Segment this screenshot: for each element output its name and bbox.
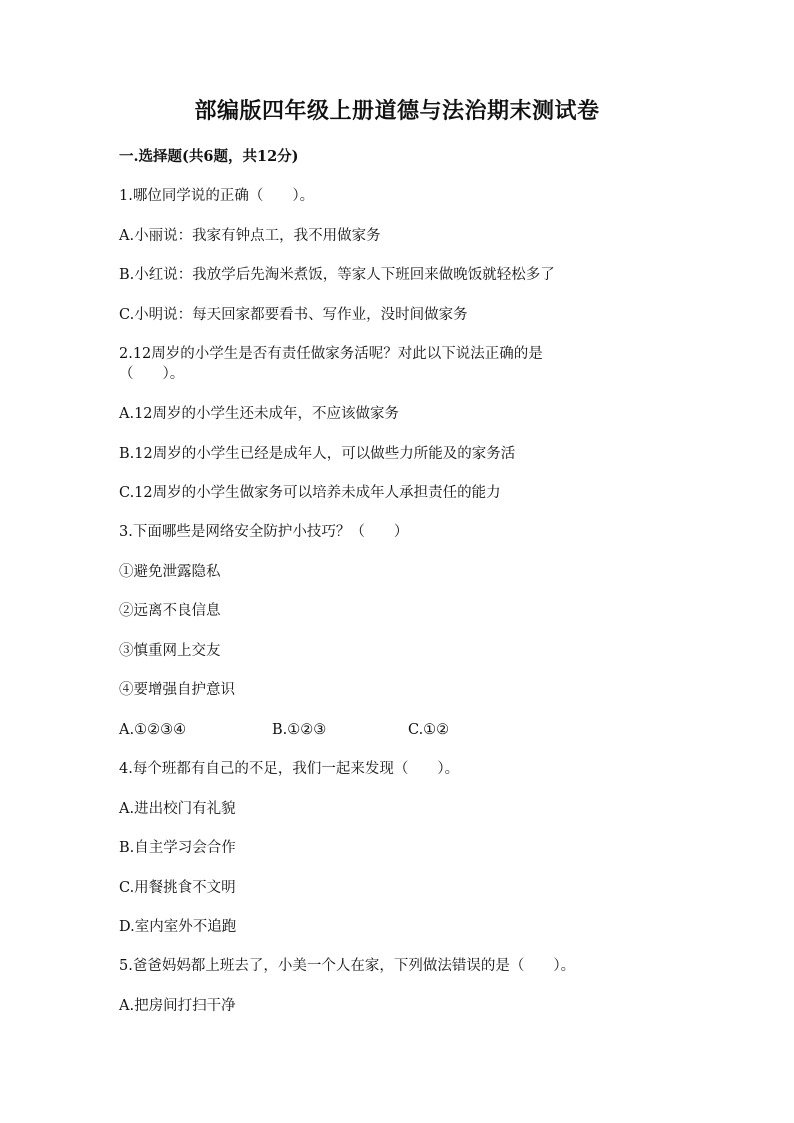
question-3-option-c: C.①② [408, 722, 450, 738]
section-heading: 一.选择题(共6题，共12分) [119, 148, 299, 165]
question-3-item-4: ④要增强自护意识 [119, 682, 235, 698]
question-4-option-b: B.自主学习会合作 [119, 840, 236, 856]
question-4-option-c: C.用餐挑食不文明 [119, 880, 236, 896]
question-2-stem-line2: （ ）。 [119, 366, 185, 382]
question-2-option-b: B.12周岁的小学生已经是成年人，可以做些力所能及的家务活 [119, 446, 516, 462]
question-3-option-a: A.①②③④ [119, 722, 187, 738]
question-2-option-c: C.12周岁的小学生做家务可以培养未成年人承担责任的能力 [119, 485, 501, 501]
question-4-stem: 4.每个班都有自己的不足，我们一起来发现（ ）。 [119, 761, 460, 777]
question-3-item-3: ③慎重网上交友 [119, 643, 221, 659]
page-title: 部编版四年级上册道德与法治期末测试卷 [194, 98, 600, 124]
question-1-option-b: B.小红说：我放学后先淘米煮饭，等家人下班回来做晚饭就轻松多了 [119, 267, 555, 283]
question-1-stem: 1.哪位同学说的正确（ ）。 [119, 188, 315, 204]
question-3-option-b: B.①②③ [272, 722, 327, 738]
question-5-stem: 5.爸爸妈妈都上班去了，小美一个人在家，下列做法错误的是（ ）。 [119, 958, 576, 974]
question-3-item-2: ②远离不良信息 [119, 603, 221, 619]
question-2-stem-line1: 2.12周岁的小学生是否有责任做家务活呢？对此以下说法正确的是 [119, 346, 543, 362]
question-1-option-c: C.小明说：每天回家都要看书、写作业，没时间做家务 [119, 307, 468, 323]
question-4-option-d: D.室内室外不追跑 [119, 919, 237, 935]
question-3-item-1: ①避免泄露隐私 [119, 564, 221, 580]
question-4-option-a: A.进出校门有礼貌 [119, 801, 236, 817]
question-3-stem: 3.下面哪些是网络安全防护小技巧？（ ） [119, 524, 409, 540]
question-5-option-a: A.把房间打扫干净 [119, 998, 236, 1014]
question-3-options-row [119, 720, 449, 740]
question-1-option-a: A.小丽说：我家有钟点工，我不用做家务 [119, 228, 381, 244]
question-2-option-a: A.12周岁的小学生还未成年，不应该做家务 [119, 406, 400, 422]
